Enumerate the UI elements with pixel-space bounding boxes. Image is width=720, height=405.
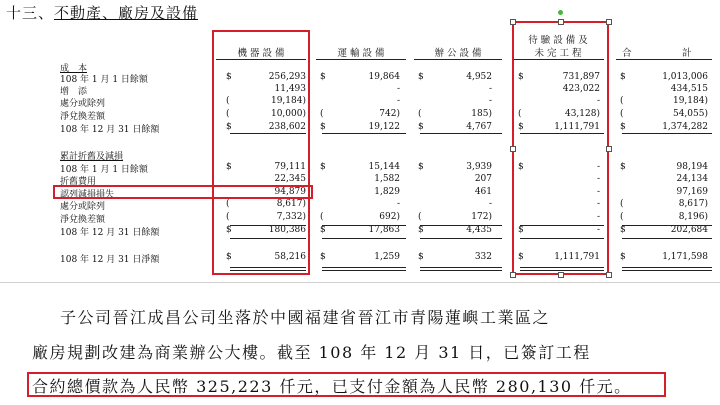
cell-value: 4,952 — [466, 72, 492, 82]
row-label: 108 年 12 月 31 日餘額 — [60, 125, 160, 135]
table-row — [0, 96, 720, 108]
section-number: 十三、 — [6, 4, 55, 22]
resize-handle[interactable] — [606, 272, 612, 278]
cell-value: 185) — [471, 109, 492, 119]
row-label: 增 添 — [60, 87, 88, 97]
currency-symbol: $ — [620, 225, 626, 235]
cell-value: - — [396, 96, 400, 106]
cell-value: 4,767 — [466, 122, 492, 132]
currency-symbol: ( — [418, 109, 422, 119]
subtotal-rule — [322, 133, 406, 134]
cell-value: 172) — [471, 212, 492, 222]
cell-value: 332 — [474, 252, 492, 262]
resize-handle[interactable] — [606, 19, 612, 25]
row-label: 處分或除列 — [60, 202, 106, 212]
paragraph-line-1: 子公司晉江成昌公司坐落於中國福建省晉江市青陽蓮嶼工業區之 — [60, 308, 551, 327]
currency-symbol: ( — [320, 212, 324, 222]
table-row — [0, 84, 720, 96]
currency-symbol: ( — [226, 109, 230, 119]
subtotal-rule — [420, 225, 502, 226]
currency-symbol: ( — [226, 199, 230, 209]
currency-symbol: $ — [418, 225, 424, 235]
table-row — [0, 199, 720, 211]
slide-divider — [0, 282, 720, 283]
net-double-rule — [420, 267, 502, 271]
cell-value: - — [488, 96, 492, 106]
resize-handle[interactable] — [510, 272, 516, 278]
cell-value: - — [396, 84, 400, 94]
rotate-handle[interactable] — [558, 10, 563, 15]
cell-value: - — [596, 212, 600, 222]
currency-symbol: ( — [418, 212, 422, 222]
cell-value: - — [596, 187, 600, 197]
cell-value: 79,111 — [274, 162, 306, 172]
cell-value: 7,332) — [276, 212, 306, 222]
currency-symbol: $ — [418, 122, 424, 132]
resize-handle[interactable] — [510, 146, 516, 152]
cell-value: 731,897 — [562, 72, 600, 82]
row-label: 認列減損損失 — [60, 190, 115, 200]
section-title — [6, 2, 198, 23]
resize-handle[interactable] — [558, 19, 564, 25]
currency-symbol: ( — [620, 212, 624, 222]
balance-rule — [322, 238, 406, 239]
section-label-cost: 成 本 — [60, 64, 88, 74]
paragraph-line-2: 廠房規劃改建為商業辦公大樓。截至 108 年 12 月 31 日，已簽訂工程 — [32, 343, 591, 362]
cell-value: - — [488, 84, 492, 94]
currency-symbol: $ — [518, 225, 524, 235]
currency-symbol: $ — [620, 72, 626, 82]
header-office: 辦 公 設 備 — [434, 48, 482, 59]
header-transport: 運 輸 設 備 — [337, 48, 385, 59]
currency-symbol: ( — [620, 96, 624, 106]
cell-value: 11,493 — [274, 84, 306, 94]
currency-symbol: $ — [518, 252, 524, 262]
cell-value: 22,345 — [274, 174, 306, 184]
currency-symbol: $ — [418, 252, 424, 262]
cell-value: 207 — [474, 174, 492, 184]
table-row — [0, 72, 720, 84]
currency-symbol: ( — [620, 109, 624, 119]
currency-symbol: $ — [620, 122, 626, 132]
cell-value: 94,879 — [274, 187, 306, 197]
header-underline — [316, 59, 406, 60]
row-label: 108 年 1 月 1 日餘額 — [60, 165, 148, 175]
currency-symbol: $ — [226, 122, 232, 132]
currency-symbol: $ — [226, 252, 232, 262]
currency-symbol: $ — [518, 72, 524, 82]
cell-value: 1,374,282 — [662, 122, 708, 132]
cell-value: - — [596, 162, 600, 172]
cell-value: 256,293 — [268, 72, 306, 82]
cell-value: 4,435 — [466, 225, 492, 235]
highlight-box-machinery — [212, 30, 310, 275]
currency-symbol: $ — [226, 162, 232, 172]
cell-value: 461 — [474, 187, 492, 197]
currency-symbol: $ — [320, 162, 326, 172]
cell-value: 19,184) — [270, 96, 306, 106]
row-label: 108 年 1 月 1 日餘額 — [60, 75, 148, 85]
cell-value: 1,171,598 — [662, 252, 708, 262]
row-label: 108 年 12 月 31 日淨額 — [60, 255, 160, 265]
cell-value: 19,864 — [368, 72, 400, 82]
cell-value: 17,863 — [368, 225, 400, 235]
paragraph-line-3: 合約總價款為人民幣 325,223 仟元，已支付金額為人民幣 280,130 仟元。 — [32, 377, 632, 396]
cell-value: 98,194 — [676, 162, 708, 172]
cell-value: 742) — [379, 109, 400, 119]
row-label: 折舊費用 — [60, 177, 97, 187]
cell-value: - — [596, 199, 600, 209]
currency-symbol: $ — [320, 122, 326, 132]
header-pending-line1: 待 驗 設 備 及 — [528, 35, 588, 46]
currency-symbol: $ — [320, 225, 326, 235]
subtotal-rule — [622, 225, 712, 226]
cell-value: 54,055) — [672, 109, 708, 119]
highlight-box-impairment — [53, 185, 313, 199]
resize-handle[interactable] — [510, 19, 516, 25]
subtotal-rule — [622, 133, 712, 134]
cell-value: - — [396, 199, 400, 209]
table-row — [0, 212, 720, 224]
cell-value: 202,684 — [670, 225, 708, 235]
currency-symbol: $ — [226, 225, 232, 235]
cell-value: 434,515 — [670, 84, 708, 94]
currency-symbol: $ — [418, 162, 424, 172]
cell-value: 97,169 — [676, 187, 708, 197]
section-label-accum: 累計折舊及減損 — [60, 152, 124, 162]
currency-symbol: ( — [320, 109, 324, 119]
cell-value: 1,259 — [374, 252, 400, 262]
cell-value: 1,829 — [374, 187, 400, 197]
balance-rule — [420, 238, 502, 239]
cell-value: 238,602 — [268, 122, 306, 132]
cell-value: 8,617) — [276, 199, 306, 209]
row-label: 處分或除列 — [60, 99, 106, 109]
currency-symbol: $ — [320, 252, 326, 262]
cell-value: 423,022 — [562, 84, 600, 94]
header-total-right: 計 — [682, 48, 692, 59]
net-double-rule — [622, 267, 712, 271]
currency-symbol: $ — [518, 162, 524, 172]
cell-value: 10,000) — [270, 109, 306, 119]
cell-value: - — [596, 96, 600, 106]
resize-handle[interactable] — [558, 272, 564, 278]
cell-value: 1,111,791 — [554, 122, 600, 132]
currency-symbol: $ — [320, 72, 326, 82]
cell-value: - — [596, 225, 600, 235]
cell-value: 8,617) — [678, 199, 708, 209]
cell-value: 58,216 — [274, 252, 306, 262]
table-row — [0, 109, 720, 121]
cell-value: 19,122 — [368, 122, 400, 132]
table-row — [0, 225, 720, 237]
currency-symbol: $ — [518, 122, 524, 132]
currency-symbol: ( — [226, 212, 230, 222]
row-label: 淨兌換差額 — [60, 215, 106, 225]
header-total-left: 合 — [622, 48, 632, 59]
header-underline — [414, 59, 502, 60]
cell-value: 15,144 — [368, 162, 400, 172]
cell-value: 1,111,791 — [554, 252, 600, 262]
currency-symbol: $ — [226, 72, 232, 82]
balance-rule — [622, 238, 712, 239]
currency-symbol: $ — [620, 162, 626, 172]
cell-value: 180,386 — [268, 225, 306, 235]
resize-handle[interactable] — [606, 146, 612, 152]
table-row — [0, 252, 720, 264]
cell-value: 1,013,006 — [662, 72, 708, 82]
cell-value: 43,128) — [564, 109, 600, 119]
cell-value: - — [596, 174, 600, 184]
net-double-rule — [322, 267, 406, 271]
cell-value: 692) — [379, 212, 400, 222]
currency-symbol: $ — [418, 72, 424, 82]
currency-symbol: ( — [226, 96, 230, 106]
section-heading: 不動產、廠房及設備 — [54, 4, 199, 22]
highlight-box-pending — [512, 21, 609, 275]
header-machinery: 機 器 設 備 — [237, 48, 285, 59]
subtotal-rule — [420, 133, 502, 134]
cell-value: 19,184) — [672, 96, 708, 106]
cell-value: 24,134 — [676, 174, 708, 184]
currency-symbol: $ — [620, 252, 626, 262]
currency-symbol: ( — [620, 199, 624, 209]
cell-value: - — [488, 199, 492, 209]
cell-value: 8,196) — [678, 212, 708, 222]
header-underline — [616, 59, 712, 60]
currency-symbol: ( — [518, 109, 522, 119]
cell-value: 1,582 — [374, 174, 400, 184]
cell-value: 3,939 — [466, 162, 492, 172]
header-pending-line2: 未 完 工 程 — [534, 48, 582, 59]
row-label: 108 年 12 月 31 日餘額 — [60, 228, 160, 238]
table-row — [0, 162, 720, 174]
subtotal-rule — [322, 225, 406, 226]
row-label: 淨兌換差額 — [60, 112, 106, 122]
